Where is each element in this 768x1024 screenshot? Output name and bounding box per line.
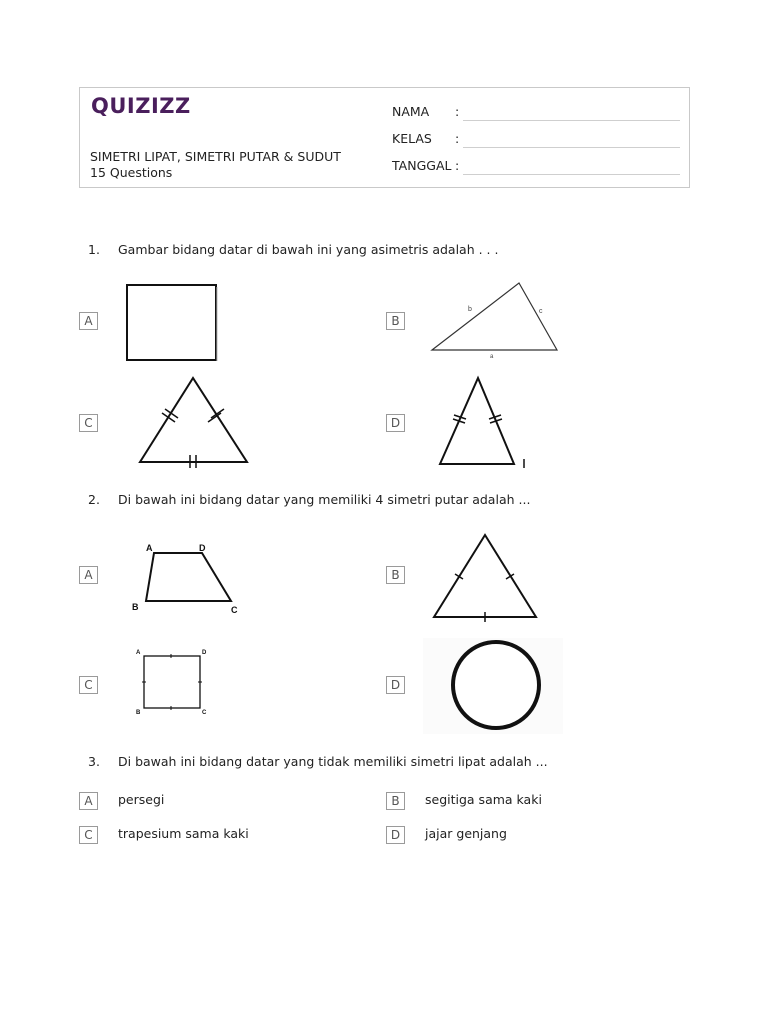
worksheet-header (79, 87, 690, 188)
q3-option-a-text: persegi (118, 792, 165, 807)
trapezoid-label-b: B (132, 602, 139, 612)
q3-option-c[interactable]: C (79, 826, 98, 844)
date-label: TANGGAL (392, 158, 452, 173)
question-2-number: 2. (88, 492, 100, 507)
question-3-number: 3. (88, 754, 100, 769)
q2-circle-figure (423, 638, 563, 734)
q2-option-b[interactable]: B (386, 566, 405, 584)
question-count: 15 Questions (90, 165, 173, 180)
q1-scalene-triangle-figure (430, 280, 560, 362)
q1-equilateral-triangle-figure (138, 376, 250, 466)
q3-option-a[interactable]: A (79, 792, 98, 810)
q2-isosceles-triangle-figure (432, 533, 540, 623)
name-field[interactable] (463, 120, 680, 121)
question-3-text: Di bawah ini bidang datar yang tidak memiliki simetri lipat adalah ... (118, 754, 548, 769)
name-label: NAMA (392, 104, 430, 119)
q2-option-a[interactable]: A (79, 566, 98, 584)
q1-option-a[interactable]: A (79, 312, 98, 330)
trapezoid-label-a: A (146, 543, 153, 553)
date-colon: : (455, 158, 460, 173)
name-colon: : (455, 104, 460, 119)
q1-option-b[interactable]: B (386, 312, 405, 330)
q2-option-d[interactable]: D (386, 676, 405, 694)
q3-option-b[interactable]: B (386, 792, 405, 810)
square-label-c: C (202, 710, 207, 716)
label-c: c (539, 308, 543, 315)
trapezoid-label-c: C (231, 605, 238, 615)
q3-option-b-text: segitiga sama kaki (425, 792, 542, 807)
square-label-a: A (136, 650, 141, 656)
date-field[interactable] (463, 174, 680, 175)
square-label-b: B (136, 710, 141, 716)
q2-trapezoid-figure (128, 540, 243, 618)
label-a: a (490, 354, 494, 360)
q3-option-d[interactable]: D (386, 826, 405, 844)
q1-square-figure (125, 283, 220, 363)
square-label-d: D (202, 650, 207, 656)
q2-option-c[interactable]: C (79, 676, 98, 694)
q1-isosceles-triangle-figure (438, 376, 530, 468)
q2-square-figure (134, 647, 214, 717)
quizizz-logo: QUIZIZZ (91, 94, 191, 118)
q1-option-d[interactable]: D (386, 414, 405, 432)
class-field[interactable] (463, 147, 680, 148)
label-b: b (468, 306, 472, 313)
question-1-number: 1. (88, 242, 100, 257)
question-2-text: Di bawah ini bidang datar yang memiliki 4 simetri putar adalah ... (118, 492, 531, 507)
q1-option-c[interactable]: C (79, 414, 98, 432)
question-1-text: Gambar bidang datar di bawah ini yang asimetris adalah . . . (118, 242, 499, 257)
trapezoid-label-d: D (199, 543, 206, 553)
q3-option-c-text: trapesium sama kaki (118, 826, 249, 841)
class-colon: : (455, 131, 460, 146)
class-label: KELAS (392, 131, 432, 146)
quiz-title: SIMETRI LIPAT, SIMETRI PUTAR & SUDUT (90, 149, 341, 164)
q3-option-d-text: jajar genjang (425, 826, 507, 841)
